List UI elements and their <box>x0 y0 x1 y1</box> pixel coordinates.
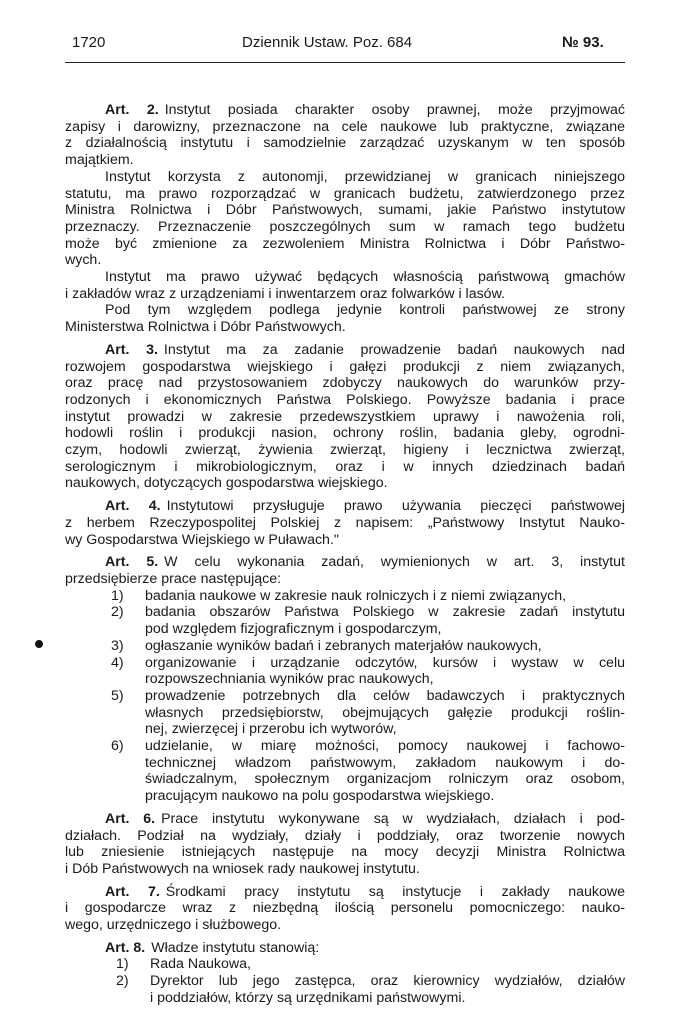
article-heading: Art. 7. <box>105 883 160 900</box>
line-text: Władze instytutu stanowią: <box>151 939 320 956</box>
article <box>65 940 625 1007</box>
article <box>65 554 625 805</box>
text-line: technicznej władzom państwowym, zakładom naukowym i do- <box>145 754 625 771</box>
text-line: rozwojem gospodarstwa wiejskiego i gałęzi produkcji z niem związanych, <box>65 358 625 375</box>
text-line <box>65 498 625 515</box>
article-heading: Art. 2. <box>105 102 159 118</box>
line-text: W celu wykonania zadań, wymienionych w art. 3, instytut <box>164 554 625 571</box>
list-item <box>65 738 625 805</box>
text-line: rodzonych i ekonomicznych Państwa Polskiego. Powyższe badania i prace <box>65 391 625 408</box>
text-line: z herbem Rzeczypospolitej Polskiej z napisem: „Państwowy Instytut Nauko- <box>65 514 625 531</box>
list-item <box>65 588 625 605</box>
text-line: i gospodarcze wraz z niezbędną ilością personelu pomocniczego: nauko- <box>65 900 625 917</box>
text-line: Pod tym względem podlega jedynie kontroli państwowej ze strony <box>105 302 625 319</box>
journal-title: Dziennik Ustaw. Poz. 684 <box>242 34 413 51</box>
text-line: Ministerstwa Rolnictwa i Dóbr Państwowych. <box>65 319 346 336</box>
line-text: Prace instytutu wykonywane są w wydziałach, działach i pod- <box>161 810 625 827</box>
text-line: lub zniesienie istniejących następuje na mocy decyzji Ministra Rolnictwa <box>65 844 625 861</box>
page-number: 1720 <box>72 34 106 51</box>
list-item-number: 1) <box>111 587 124 604</box>
list-item-number: 6) <box>111 738 124 755</box>
list-item-number: 5) <box>111 687 124 704</box>
header-rule <box>65 62 625 63</box>
text-line: czym, hodowli zwierząt, żywienia zwierząt, higieny i lecznictwa zwierząt, <box>65 442 625 459</box>
text-line: może być zmienione za zezwoleniem Ministra Rolnictwa i Dóbr Państwo- <box>65 235 625 252</box>
article <box>65 884 625 934</box>
text-line: prowadzenie potrzebnych dla celów badawczych i praktycznych <box>145 687 625 704</box>
text-line: statutu, ma prawo rozporządzać w granicach budżetu, zatwierdzonego przez <box>65 185 625 202</box>
line-text: Instytut ma za zadanie prowadzenie badań naukowych nad <box>163 341 625 358</box>
article-heading: Art. 4. <box>105 498 161 515</box>
article <box>65 811 625 878</box>
article <box>65 102 625 336</box>
text-line: Dyrektor lub jego zastępca, oraz kierownicy wydziałów, działów <box>150 973 625 990</box>
text-line <box>65 554 625 571</box>
text-line: pod względem fizjograficznym i gospodarczym, <box>145 621 442 638</box>
text-line: Rada Naukowa, <box>150 956 251 973</box>
text-line <box>65 342 625 359</box>
text-line: Ministra Rolnictwa i Dóbr Państwowych, sumami, jakie Państwo instytutow <box>65 202 625 219</box>
text-line: wych. <box>65 252 102 269</box>
text-line: Instytut korzysta z autonomji, przewidzianej w granicach niniejszego <box>105 168 625 185</box>
article-heading: Art. 6. <box>105 810 156 827</box>
list-item <box>65 973 625 1006</box>
list-item <box>65 655 625 688</box>
text-line: i poddziałów, którzy są urzędnikami państwowymi. <box>150 989 466 1006</box>
text-line: rozpowszechniania wyników prac naukowych, <box>145 671 434 688</box>
text-line: wy Gospodarstwa Wiejskiego w Puławach." <box>65 531 339 548</box>
text-line: własnych przedsiębiorstw, obejmujących gałęzie produkcji roślin- <box>145 704 625 721</box>
text-line <box>65 940 625 957</box>
text-line: badania obszarów Państwa Polskiego w zakresie zadań instytutu <box>145 604 625 621</box>
list-item <box>65 604 625 637</box>
text-line: ogłaszanie wyników badań i zebranych materjałów naukowych, <box>145 637 542 654</box>
margin-dot <box>35 640 43 648</box>
text-line: nej, zwierzęcej i przerobu ich wytworów, <box>145 721 397 738</box>
list-item <box>65 688 625 738</box>
text-line: pracującym naukowo na polu gospodarstwa wiejskiego. <box>145 788 495 805</box>
text-line: hodowli roślin i produkcji nasion, ochrony roślin, badania gleby, ogrodni- <box>65 425 625 442</box>
text-line: udzielanie, w miarę możności, pomocy naukowej i fachowo- <box>145 738 625 755</box>
text-line: i Dób Państwowych na wniosek rady naukowej instytutu. <box>65 860 420 877</box>
list-item-number: 2) <box>116 973 129 990</box>
text-line: serologicznym i mikrobiologicznym, oraz i w innych dziedzinach badań <box>65 458 625 475</box>
running-header <box>0 34 689 54</box>
article-heading: Art. 8. <box>105 939 146 956</box>
list-item-number: 1) <box>116 956 129 973</box>
text-line: Instytut ma prawo używać będących własnością państwową gmachów <box>105 269 625 286</box>
text-line: naukowych, dotyczących gospodarstwa wiejskiego. <box>65 475 388 492</box>
list-item <box>65 638 625 655</box>
text-line: organizowanie i urządzanie odczytów, kursów i wystaw w celu <box>145 654 625 671</box>
article-heading: Art. 5. <box>105 554 159 571</box>
text-line: przeznaczy. Przeznaczenie poszczególnych sum w ramach tego budżetu <box>65 218 625 235</box>
text-line: zapisy i darowizny, przeznaczone na cele naukowe lub praktyczne, związane <box>65 118 625 135</box>
text-line: z działalnością instytutu i samodzielnie zarządzać uzyskanym w ten sposób <box>65 135 625 152</box>
text-line: przedsiębierze prace następujące: <box>65 570 282 587</box>
line-text: Instytutowi przysługuje prawo używania pieczęci państwowej <box>166 498 625 515</box>
article-heading: Art. 3. <box>105 341 158 358</box>
line-text: Środkami pracy instytutu są instytucje i zakłady naukowe <box>165 883 625 900</box>
issue-number: № 93. <box>562 34 604 51</box>
text-line: działach. Podział na wydziały, działy i poddziały, oraz tworzenie nowych <box>65 827 625 844</box>
text-line: i zakładów wraz z urządzeniami i inwentarzem oraz folwarków i lasów. <box>65 285 505 302</box>
list-item <box>65 956 625 973</box>
list-item-number: 4) <box>111 654 124 671</box>
text-line: oraz pracę nad przystosowaniem zdobyczy naukowych do warunków przy- <box>65 375 625 392</box>
article <box>65 342 625 492</box>
text-line: instytut prowadzi w zakresie przedewszystkiem uprawy i nawożenia roli, <box>65 408 625 425</box>
text-line <box>65 102 625 119</box>
document-body <box>65 102 625 1013</box>
list-item-number: 3) <box>111 637 124 654</box>
text-line <box>65 884 625 901</box>
text-line: badania naukowe w zakresie nauk rolniczych i z niemi związanych, <box>145 587 567 604</box>
list-item-number: 2) <box>111 604 124 621</box>
line-text: Instytut posiada charakter osoby prawnej, może przyjmować <box>164 102 625 118</box>
article <box>65 498 625 548</box>
text-line: świadczalnym, społecznym organizacjom rolniczym oraz osobom, <box>145 771 625 788</box>
text-line: wego, urzędniczego i służbowego. <box>65 917 282 934</box>
text-line <box>65 811 625 828</box>
text-line: majątkiem. <box>65 152 134 169</box>
